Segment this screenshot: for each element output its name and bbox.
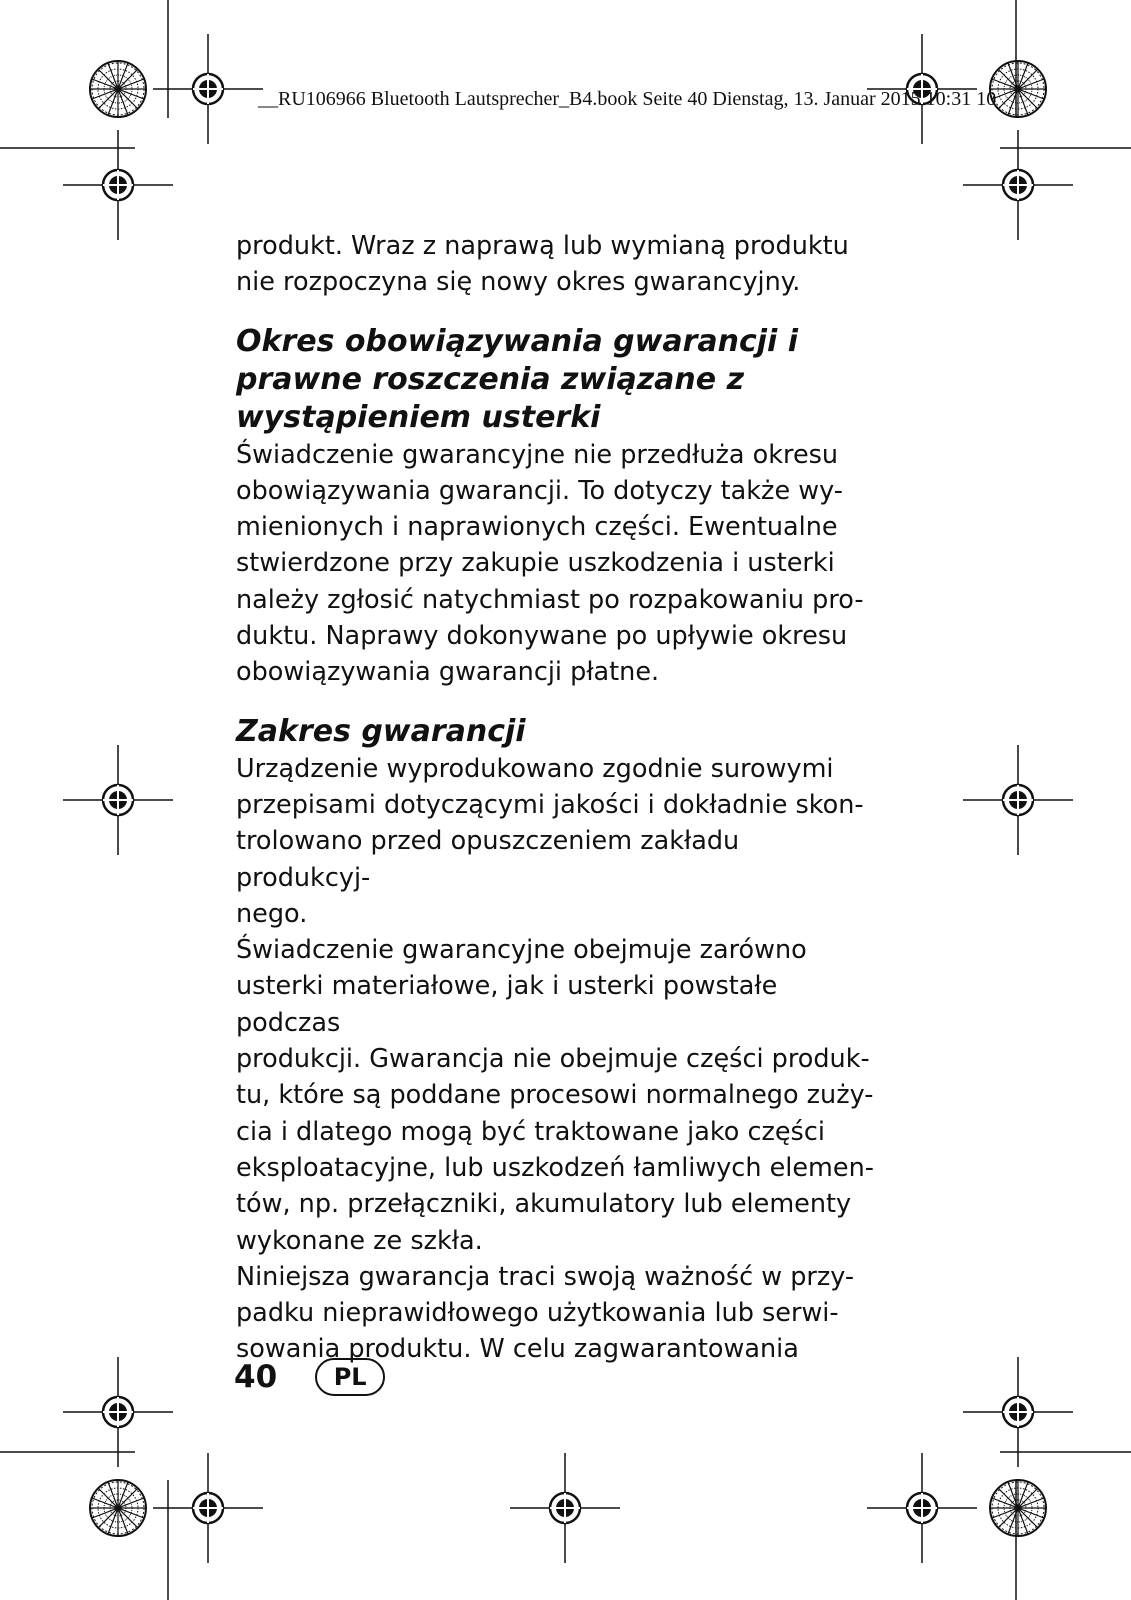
heading-line: wystąpieniem usterki bbox=[236, 399, 601, 435]
text-line: Niniejsza gwarancja traci swoją ważność w przy- bbox=[236, 1261, 855, 1292]
page-footer bbox=[234, 1358, 385, 1396]
text-line: trolowano przed opuszczeniem zakładu produkcyj- bbox=[236, 826, 740, 893]
heading-line: prawne roszczenia związane z bbox=[236, 361, 745, 397]
text-line: wykonane ze szkła. bbox=[236, 1225, 483, 1256]
section-heading-warranty-period bbox=[236, 323, 876, 437]
text-line: produkcji. Gwarancja nie obejmuje części produk- bbox=[236, 1044, 870, 1075]
text-line: należy zgłosić natychmiast po rozpakowaniu pro- bbox=[236, 584, 864, 615]
page-number: 40 bbox=[234, 1359, 278, 1395]
text-line: eksploatacyjne, lub uszkodzeń łamliwych elemen- bbox=[236, 1152, 874, 1183]
text-line: Urządzenie wyprodukowano zgodnie surowymi bbox=[236, 753, 834, 784]
text-line: tu, które są poddane procesowi normalnego zuży- bbox=[236, 1080, 874, 1111]
text-line: sowania produktu. W celu zagwarantowania bbox=[236, 1334, 799, 1365]
text-line: mienionych i naprawionych części. Ewentualne bbox=[236, 512, 838, 543]
running-head: __RU106966 Bluetooth Lautsprecher_B4.book Seite 40 Dienstag, 13. Januar 2015 10:31 10 bbox=[258, 88, 997, 110]
intro-line: nie rozpoczyna się nowy okres gwarancyjny. bbox=[236, 267, 801, 298]
text-line: Świadczenie gwarancyjne obejmuje zarówno bbox=[236, 935, 807, 966]
intro-line: produkt. Wraz z naprawą lub wymianą produktu bbox=[236, 231, 849, 261]
text-line: Świadczenie gwarancyjne nie przedłuża okresu bbox=[236, 439, 839, 470]
text-line: obowiązywania gwarancji. To dotyczy także wy- bbox=[236, 475, 843, 506]
heading-line: Okres obowiązywania gwarancji i bbox=[236, 323, 799, 359]
text-line: usterki materiałowe, jak i usterki powstałe podczas bbox=[236, 971, 778, 1038]
text-line: duktu. Naprawy dokonywane po upływie okresu bbox=[236, 621, 848, 652]
text-line: nego. bbox=[236, 898, 308, 929]
text-line: padku nieprawidłowego użytkowania lub serwi- bbox=[236, 1298, 839, 1329]
text-line: obowiązywania gwarancji płatne. bbox=[236, 657, 660, 688]
language-badge: PL bbox=[315, 1358, 385, 1396]
section-text-warranty-scope bbox=[236, 751, 876, 1368]
section-text-warranty-period bbox=[236, 437, 876, 691]
text-line: tów, np. przełączniki, akumulatory lub elementy bbox=[236, 1189, 852, 1220]
page-body bbox=[236, 228, 876, 1368]
section-heading-warranty-scope: Zakres gwarancji bbox=[236, 713, 526, 749]
text-line: cia i dlatego mogą być traktowane jako części bbox=[236, 1116, 825, 1147]
text-line: stwierdzone przy zakupie uszkodzenia i usterki bbox=[236, 548, 835, 579]
text-line: przepisami dotyczącymi jakości i dokładnie skon- bbox=[236, 789, 864, 820]
